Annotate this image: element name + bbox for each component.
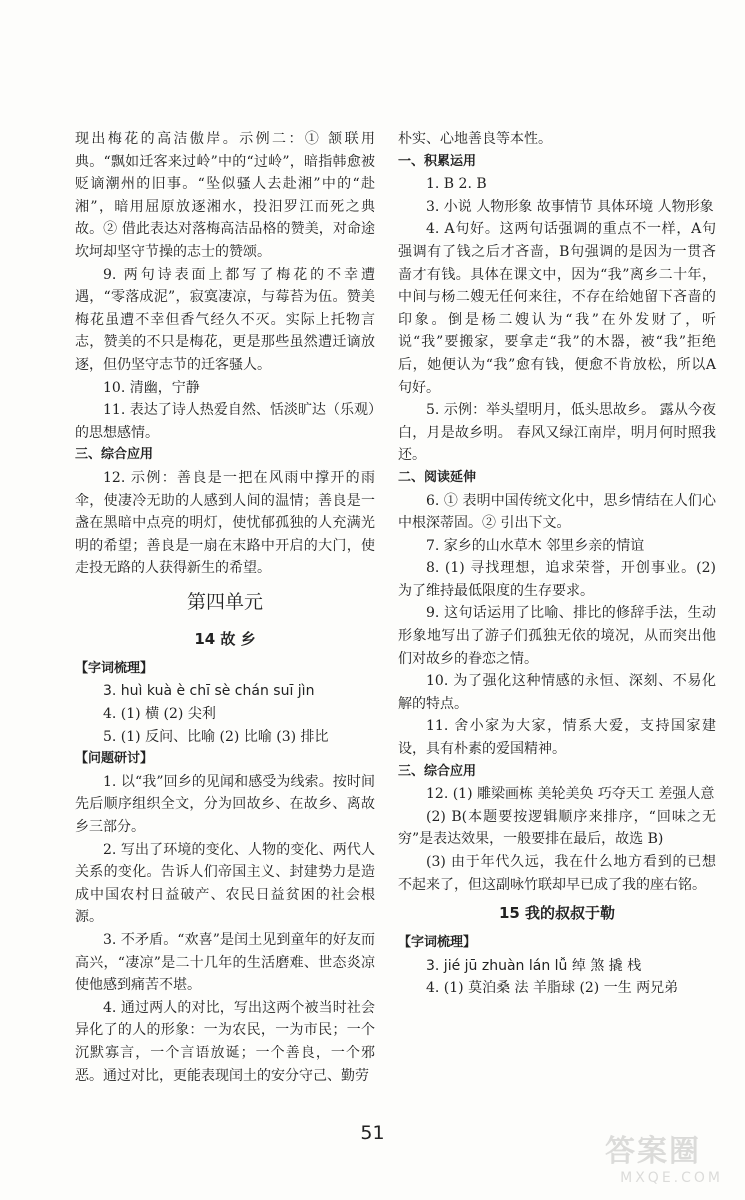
section-heading: 二、阅读延伸 [398,469,477,485]
answer-11: 11. 表达了诗人热爱自然、恬淡旷达（乐观）的思想感情。 [75,402,375,441]
answer-7: 7. 家乡的山水草木 邻里乡亲的情谊 [426,537,645,554]
answer-3-pinyin: 3. huì kuà è chī sè chán suī jìn [103,683,315,700]
answer-5: 5. 示例：举头望明月，低头思故乡。 露从今夜白，月是故乡明。 春风又绿江南岸，明月何时照我还。 [398,402,716,464]
answer-12: 12. 示例：善良是一把在风雨中撑开的雨伞，使凄冷无助的人感到人间的温情；善良是一盏在黑暗中点亮的明灯，使忧郁孤独的人充满光明的希望；善良是一扇在末路中开启的大门，使走投无路的人获得新生的希望。 [75,469,375,577]
answer-4: 4. (1) 横 (2) 尖利 [103,706,216,723]
answer-12-3: (3) 由于年代久远，我在什么地方看到的已想不起来了，但这副咏竹联却早已成了我的座右铭。 [398,854,716,893]
answer-6: 6. ① 表明中国传统文化中，思乡情结在人们心中根深蒂固。② 引出下文。 [398,492,716,532]
unit-title: 第四单元 [186,590,263,613]
answer-12-1: 12. (1) 雕梁画栋 美轮美奂 巧夺天工 差强人意 [426,786,715,803]
watermark-bottom-text: MXQE.COM [620,1170,723,1186]
watermark-logo [605,1126,723,1188]
paragraph: 朴实、心地善良等本性。 [398,131,552,147]
answer-2: 2. 写出了环境的变化、人物的变化、两代人关系的变化。告诉人们帝国主义、封建势力是造成中国农村日益破产、农民日益贫困的社会根源。 [75,841,375,926]
answer-3-pinyin: 3. jié jū zhuàn lán lǚ 绰 煞 撬 栈 [426,957,642,974]
lesson-title: 15 我的叔叔于勒 [498,904,616,923]
answer-1-2: 1. B 2. B [426,176,487,193]
answer-4: 4. A句好。这两句话强调的重点不一样，A句强调有了钱之后才吝啬，B句强调的是因为一贯吝啬才有钱。具体在课文中，因为“我”离乡二十年，中间与杨二嫂无任何来往，不存在给她留下吝啬的印象。倒是杨二嫂认为“我”在外发财了，听说“我”要搬家，要拿走“我”的木器，被“我”拒绝后，她便认为“我”愈有钱，便愈不肯放松，所以A句好。 [398,221,716,396]
section-heading: 【字词梳理】 [398,935,477,951]
answer-10: 10. 清幽，宁静 [103,379,200,396]
answer-4: 4. (1) 莫泊桑 法 羊脂球 (2) 一生 两兄弟 [426,980,679,997]
answer-10: 10. 为了强化这种情感的永恒、深刻、不易化解的特点。 [398,673,716,712]
answer-5: 5. (1) 反问、比喻 (2) 比喻 (3) 排比 [103,728,329,745]
paragraph: 现出梅花的高洁傲岸。示例二：① 颔联用典。“飘如迁客来过岭”中的“过岭”，暗指韩愈被贬谪潮州的旧事。“坠似骚人去赴湘”中的“赴湘”，暗用屈原放逐湘水，投汨罗江而死之典故。② 借此表达对落梅高洁品格的赞美，对命途坎坷却坚守节操的志士的赞颂。 [75,131,375,260]
left-column [75,128,375,1087]
section-heading: 三、综合应用 [75,447,154,463]
answer-11: 11. 舍小家为大家，情系大爱，支持国家建设，具有朴素的爱国精神。 [398,718,716,758]
answer-1: 1. 以“我”回乡的见闻和感受为线索。按时间先后顺序组织全文，分为回故乡、在故乡、离故乡三部分。 [75,773,375,836]
section-heading: 【问题研讨】 [75,751,154,767]
section-heading: 三、综合应用 [398,763,477,779]
answer-9: 9. 两句诗表面上都写了梅花的不幸遭遇，“零落成泥”，寂寞凄凉，与莓苔为伍。赞美梅花虽遭不幸但香气经久不灭。实际上托物言志，赞美的不只是梅花，更是那些虽然遭迁谪放逐，但仍坚守志节的迁客骚人。 [75,266,375,373]
answer-3: 3. 小说 人物形象 故事情节 具体环境 人物形象 [426,198,714,215]
section-heading: 一、积累运用 [398,153,477,169]
lesson-title: 14 故 乡 [194,629,256,648]
answer-8: 8. (1) 寻找理想，追求荣誉，开创事业。(2) 为了维持最低限度的生存要求。 [398,560,716,599]
section-heading: 【字词梳理】 [75,660,154,676]
right-column [398,128,716,1000]
page-number: 51 [360,1122,385,1144]
answer-3: 3. 不矛盾。“欢喜”是闰土见到童年的好友而高兴，“凄凉”是二十几年的生活磨难、世态炎凉使他感到痛苦不堪。 [75,932,375,994]
answer-4: 4. 通过两人的对比，写出这两个被当时社会异化了的人的形象：一为农民，一为市民；一个沉默寡言，一个言语放诞；一个善良，一个邪恶。通过对比，更能表现闰土的安分守己、勤劳 [75,999,375,1084]
answer-9: 9. 这句话运用了比喻、排比的修辞手法，生动形象地写出了游子们孤独无依的境况，从而突出他们对故乡的眷恋之情。 [398,605,716,667]
answer-12-2: (2) B(本题要按逻辑顺序来排序，“回味之无穷”是表达效果，一般要排在最后，故选 B) [398,808,716,848]
watermark-top-text: 答案圈 [605,1134,701,1169]
